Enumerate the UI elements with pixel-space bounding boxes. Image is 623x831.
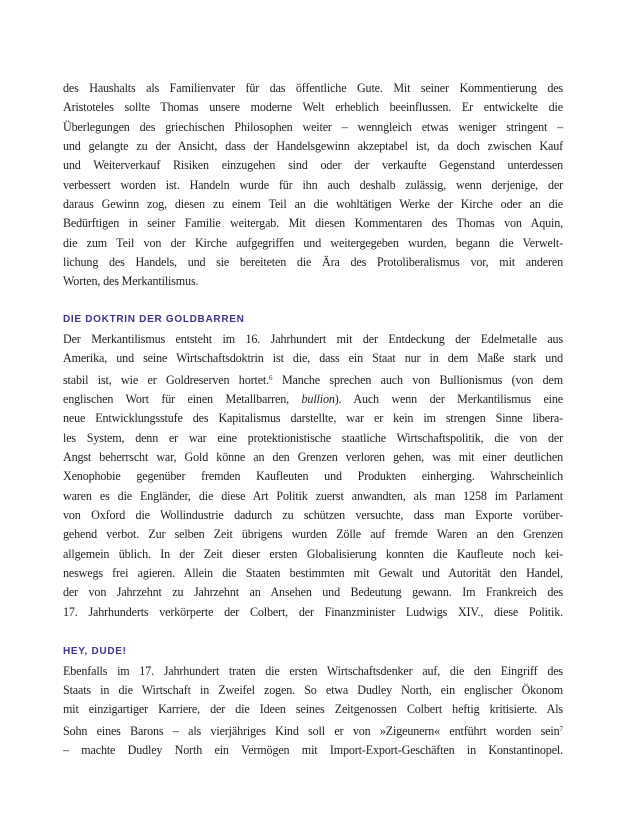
text-line: [63, 195, 563, 214]
text-run: lichung des Handels, und sie bereiteten die Ära des Protoliberalismus vor, mit anderen: [63, 255, 563, 270]
section-heading: DIE DOKTRIN DER GOLDBARREN: [63, 314, 245, 326]
text-line: [63, 390, 563, 409]
text-run: neue Entwicklungsstufe des Kapitalismus darstellte, war er kein im strengen Sinne libera-: [63, 411, 563, 426]
text-line: [63, 681, 563, 700]
paragraph: [63, 79, 563, 292]
text-line: [63, 214, 563, 233]
text-run: daraus Gewinn zog, diesen zu einem Teil an die wohltätigen Werke der Kirche oder an die: [63, 197, 563, 212]
text-line: [63, 720, 563, 741]
text-run: waren es die Engländer, die diese Art Politik zuerst anwandten, als man 1258 im Parlament: [63, 488, 563, 503]
text-line: [63, 118, 563, 137]
text-run: allgemein üblich. In der Zeit dieser ersten Globalisierung konnten die Kaufleute noch kei-: [63, 546, 563, 561]
text-run: Manche sprechen auch von Bullionismus (von dem: [272, 372, 563, 387]
paragraph: [63, 330, 563, 622]
text-line: [63, 545, 563, 564]
text-line: [63, 349, 563, 368]
text-run: Amerika, und seine Wirtschaftsdoktrin ist die, dass ein Staat nur in dem Maße stark und: [63, 351, 563, 366]
text-run: Staats in die Wirtschaft in Zweifel zogen. So etwa Dudley North, ein englischer Ökonom: [63, 683, 563, 698]
text-run: neswegs frei agieren. Allein die Staaten bestimmten mit Gewalt und Autorität den Handel,: [63, 565, 563, 580]
text-line: [63, 176, 563, 195]
text-run: die zum Teil von der Kirche aufgegriffen und weitergegeben wurden, begann die Verwelt-: [63, 235, 563, 250]
text-line: [63, 79, 563, 98]
text-run: ). Auch wenn der Merkantilismus eine: [334, 391, 563, 406]
text-line: [63, 700, 563, 719]
text-line: [63, 506, 563, 525]
footnote-marker: 7: [559, 724, 563, 733]
text-line: [63, 369, 563, 390]
text-run: Ebenfalls im 17. Jahrhundert traten die ersten Wirtschaftsdenker auf, die den Eingriff des: [63, 663, 563, 678]
text-line: [63, 603, 563, 622]
text-line: [63, 467, 563, 486]
text-line: [63, 741, 563, 760]
text-run: mit einzigartiger Karriere, der die Ideen seines Zeitgenossen Colbert heftig kritisierte. Als: [63, 702, 563, 717]
text-line: [63, 564, 563, 583]
text-line: [63, 156, 563, 175]
italic-term: bullion: [301, 391, 335, 406]
text-run: Xenophobie gegenüber fremden Kaufleuten und Produkten einherging. Wahrscheinlich: [63, 469, 563, 484]
text-run: und gelangte zu der Ansicht, dass der Handelsgewinn akzeptabel ist, da doch zwischen Kauf: [63, 139, 563, 154]
text-line: [63, 583, 563, 602]
text-run: stabil ist, wie er Goldreserven hortet.: [63, 372, 269, 387]
section-heading: HEY, DUDE!: [63, 646, 127, 658]
text-run: gehend verbot. Zur selben Zeit übrigens wurden Zölle auf fremde Waren an den Grenzen: [63, 527, 563, 542]
text-line: [63, 429, 563, 448]
text-run: Angst beherrscht war, Gold könne an den Grenzen verloren gehen, was mit einer deutlichen: [63, 449, 563, 464]
text-line: [63, 272, 563, 291]
text-run: und Weiterverkauf Risiken einzugehen sind oder der verkaufte Gegenstand unterdessen: [63, 158, 563, 173]
footnote-marker: 6: [269, 373, 273, 382]
text-run: Bedürftigen in seiner Familie weitergab. Mit diesen Kommentaren des Thomas von Aquin,: [63, 216, 563, 231]
text-line: [63, 253, 563, 272]
text-run: von Oxford die Wollindustrie dadurch zu schützen versuchte, dass man Exporte vorüber-: [63, 507, 563, 522]
text-line: [63, 137, 563, 156]
text-line: [63, 525, 563, 544]
text-run: Aristoteles sollte Thomas unsere moderne Welt erheblich beeinflussen. Er entwickelte die: [63, 100, 563, 115]
text-run: Worten, des Merkantilismus.: [63, 274, 199, 289]
text-block: [63, 79, 563, 760]
text-line: [63, 330, 563, 349]
text-run: verbessert worden ist. Handeln wurde für ihn auch deshalb zulässig, wenn derjenige, der: [63, 177, 563, 192]
text-run: der von Jahrzehnt zu Jahrzehnt an Ansehen und Bedeutung gewann. Im Frankreich des: [63, 585, 563, 600]
text-run: 17. Jahrhunderts verkörperte der Colbert, der Finanzminister Ludwigs XIV., diese Politik.: [63, 604, 563, 619]
text-run: Überlegungen des griechischen Philosophen weiter – wenngleich etwas weniger stringent –: [63, 119, 563, 134]
text-run: – machte Dudley North ein Vermögen mit Import-Export-Geschäften in Konstantinopel.: [63, 743, 563, 758]
paragraph: [63, 662, 563, 761]
text-run: Der Merkantilismus entsteht im 16. Jahrhundert mit der Entdeckung der Edelmetalle aus: [63, 331, 563, 346]
text-run: Sohn eines Barons – als vierjähriges Kind soll er von »Zigeunern« entführt worden sein: [63, 723, 560, 738]
text-line: [63, 98, 563, 117]
text-line: [63, 234, 563, 253]
text-line: [63, 448, 563, 467]
text-run: englischen Wort für einen Metallbarren,: [63, 391, 302, 406]
text-line: [63, 487, 563, 506]
text-run: des Haushalts als Familienvater für das öffentliche Gute. Mit seiner Kommentierung des: [63, 81, 563, 95]
text-line: [63, 409, 563, 428]
text-run: les System, denn er war eine protektionistische staatliche Wirtschaftspolitik, die von der: [63, 430, 563, 445]
text-line: [63, 662, 563, 681]
